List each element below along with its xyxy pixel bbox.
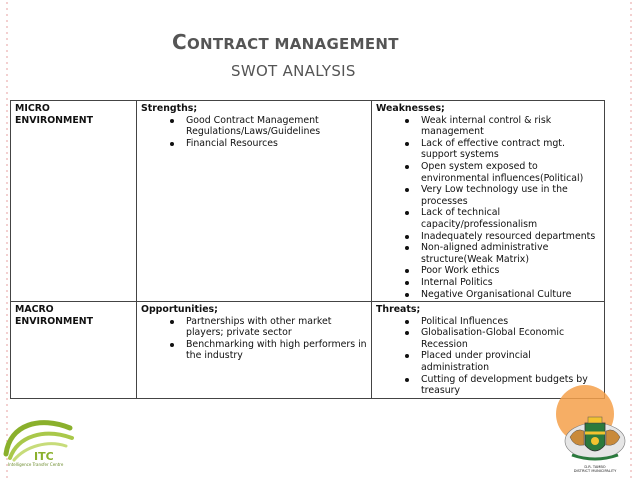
list-item: Poor Work ethics xyxy=(376,265,600,277)
right-dotted-border xyxy=(630,0,632,479)
weaknesses-list xyxy=(376,115,600,301)
left-dotted-border xyxy=(6,0,8,479)
weaknesses-cell xyxy=(372,101,605,302)
list-item: Globalisation-Global Economic Recession xyxy=(376,327,600,350)
crest-caption-line: DISTRICT MUNICIPALITY xyxy=(573,469,617,474)
coat-of-arms-icon xyxy=(560,415,630,465)
env-label-line: MICRO xyxy=(15,103,50,114)
slide-title-rest: ONTRACT MANAGEMENT xyxy=(186,35,399,53)
threats-list xyxy=(376,316,600,397)
strengths-heading: Strengths; xyxy=(141,103,198,114)
macro-environment-cell xyxy=(11,302,137,399)
list-item: Open system exposed to environmental influences(Political) xyxy=(376,161,600,184)
swot-row-macro xyxy=(11,302,605,399)
crest-caption-line: D.R. TAMBO xyxy=(584,465,606,469)
list-item: Internal Politics xyxy=(376,277,600,289)
list-item: Benchmarking with high performers in the industry xyxy=(141,339,367,362)
env-label-line: ENVIRONMENT xyxy=(15,114,94,126)
municipality-crest xyxy=(560,415,630,479)
list-item: Lack of effective contract mgt. support systems xyxy=(376,138,600,161)
list-item: Financial Resources xyxy=(141,138,367,150)
list-item: Inadequately resourced departments xyxy=(376,231,600,243)
list-item: Negative Organisational Culture xyxy=(376,289,600,301)
opportunities-list xyxy=(141,316,367,362)
list-item: Good Contract Management Regulations/Laws/Guidelines xyxy=(141,115,367,138)
swot-row-micro xyxy=(11,101,605,302)
threats-heading: Threats; xyxy=(376,304,421,316)
list-item: Political Influences xyxy=(376,316,600,328)
swot-table xyxy=(10,100,605,399)
itc-mark: ITC xyxy=(34,450,54,463)
itc-logo xyxy=(0,414,82,479)
weaknesses-heading: Weaknesses; xyxy=(376,103,445,114)
list-item: Non-aligned administrative structure(Weak Matrix) xyxy=(376,242,600,265)
slide-title-initial: C xyxy=(172,30,187,54)
itc-swirl-icon xyxy=(0,414,82,464)
list-item: Partnerships with other market players; private sector xyxy=(141,316,367,339)
list-item: Placed under provincial administration xyxy=(376,350,600,373)
opportunities-cell xyxy=(137,302,372,399)
strengths-list xyxy=(141,115,367,150)
list-item: Lack of technical capacity/professionalism xyxy=(376,207,600,230)
opportunities-heading: Opportunities; xyxy=(141,304,218,316)
list-item: Very Low technology use in the processes xyxy=(376,184,600,207)
micro-environment-cell xyxy=(11,101,137,302)
slide-title xyxy=(172,30,399,54)
threats-cell xyxy=(372,302,605,399)
env-label-line: MACRO xyxy=(15,304,54,316)
strengths-cell xyxy=(137,101,372,302)
slide-subtitle: SWOT ANALYSIS xyxy=(231,62,356,80)
env-label-line: ENVIRONMENT xyxy=(15,315,94,327)
itc-logo-text: Intelligence Transfer Centre xyxy=(8,462,64,467)
crest-caption xyxy=(566,465,624,473)
list-item: Weak internal control & risk management xyxy=(376,115,600,138)
list-item: Cutting of development budgets by treasury xyxy=(376,374,600,397)
